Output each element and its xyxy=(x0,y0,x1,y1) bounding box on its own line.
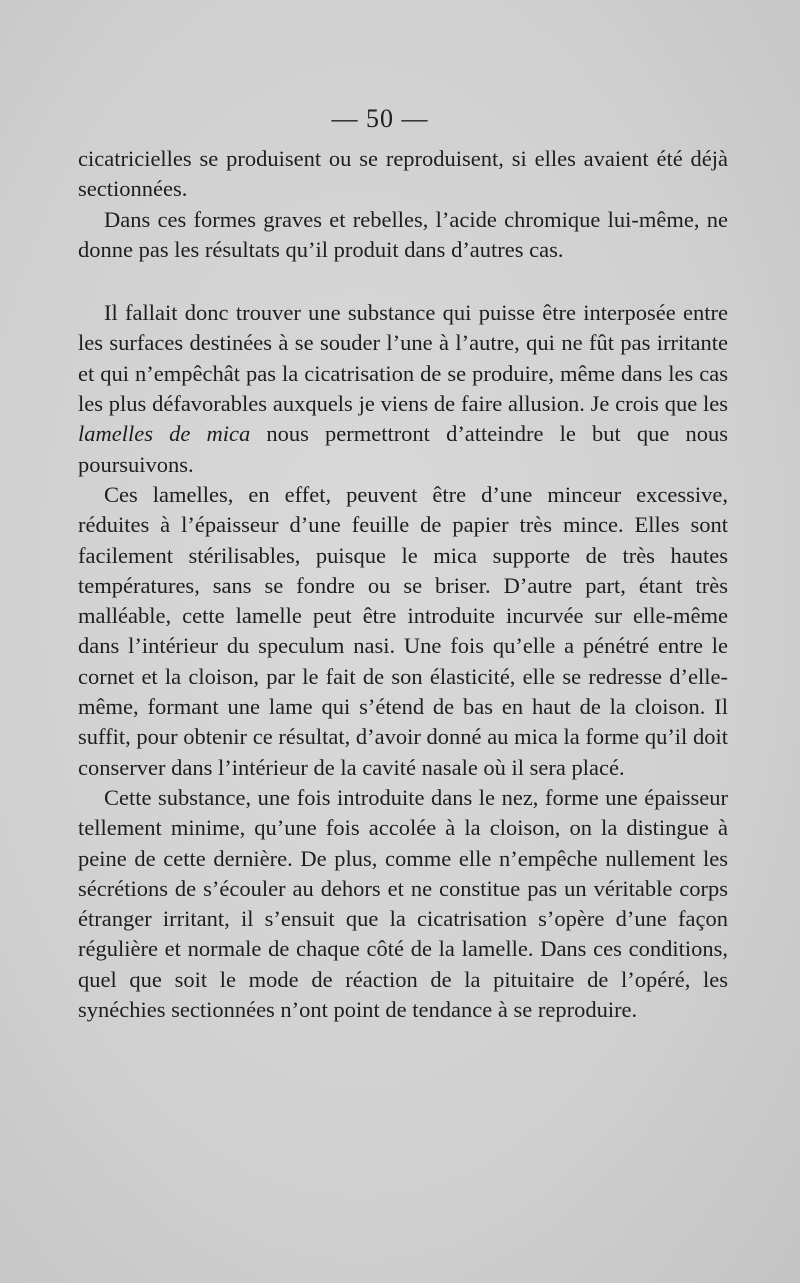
paragraph-2: Dans ces formes graves et rebelles, l’acide chromique lui-même, ne donne pas les résultats qu’il produit dans d’autres cas. xyxy=(78,206,728,262)
paragraph-1: cicatricielles se produisent ou se reproduisent, si elles avaient été déjà sectionnées. xyxy=(78,146,728,202)
paragraph-5: Cette substance, une fois introduite dans le nez, forme une épaisseur tellement minime, qu’une fois accolée à la cloison, on la distingue à peine de cette dernière. De plus, comme elle n’empêche nullement les sécrétions de s’écouler au dehors et ne constitue pas un véritable corps étranger irritant, il s’ensuit que la cicatrisation s’opère d’une façon régulière et normale de chaque côté de la lamelle. Dans ces conditions, quel que soit le mode de réaction de la pituitaire de l’opéré, les synéchies sectionnées n’ont point de tendance à se reproduire. xyxy=(78,784,728,1023)
paragraph-4: Ces lamelles, en effet, peuvent être d’une minceur excessive, réduites à l’épaisseur d’une feuille de papier très mince. Elles sont facilement stérilisables, puisque le mica supporte de très hautes températures, sans se fondre ou se briser. D’autre part, étant très malléable, cette lamelle peut être introduite incurvée sur elle-même dans l’intérieur du speculum nasi. Une fois qu’elle a pénétré entre le cornet et la cloison, par le fait de son élasticité, elle se redresse d’elle-même, formant une lame qui s’étend de bas en haut de la cloison. Il suffit, pour obtenir ce résultat, d’avoir donné au mica la forme qu’il doit conserver dans l’intérieur de la cavité nasale où il sera placé. xyxy=(78,481,728,780)
body-text xyxy=(78,144,728,1025)
paragraph-3-text-end: nous permettront d’atteindre le but que nous poursuivons. xyxy=(78,421,728,477)
page-number: — 50 — xyxy=(331,104,429,133)
paragraph-3-text-start: Il fallait donc trouver une substance qui puisse être interposée entre les surfaces destinées à se souder l’une à l’autre, qui ne fût pas irritante et qui n’empêchât pas la cicatrisation de se produire, même dans les cas les plus défavorables auxquels je viens de faire allusion. Je crois que les xyxy=(78,300,728,417)
italic-term-mica: lamelles de mica xyxy=(78,421,251,447)
paragraph-3 xyxy=(78,298,728,480)
